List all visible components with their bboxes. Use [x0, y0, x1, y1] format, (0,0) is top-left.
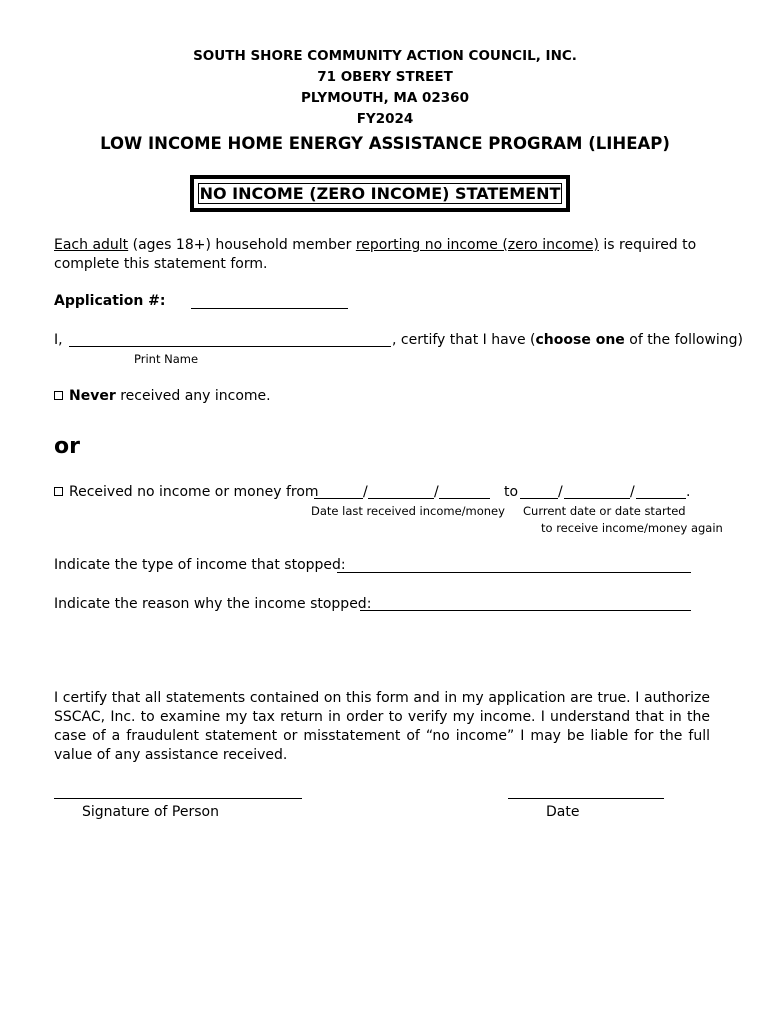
application-label: Application #:: [54, 293, 166, 309]
reason-stopped-field[interactable]: [360, 610, 691, 611]
print-name-caption: Print Name: [134, 352, 199, 366]
current-date-year-field[interactable]: [636, 498, 686, 499]
current-date-day-field[interactable]: [564, 498, 630, 499]
certify-suffix: of the following): [624, 332, 744, 348]
last-date-caption: Date last received income/money: [311, 504, 505, 518]
slash-1: /: [363, 484, 368, 500]
received-checkbox[interactable]: [54, 487, 63, 496]
certify-prefix: I,: [54, 332, 63, 348]
intro-reporting: reporting no income (zero income): [355, 237, 599, 253]
option-never: [54, 388, 271, 404]
never-bold: Never: [69, 388, 116, 404]
to-label: to: [504, 484, 519, 500]
program-title: LOW INCOME HOME ENERGY ASSISTANCE PROGRAM (LIHEAP): [100, 134, 670, 153]
last-date-year-field[interactable]: [439, 498, 490, 499]
certify-text: [392, 332, 743, 348]
intro-text-b: is required to: [598, 237, 697, 253]
current-date-caption-1: Current date or date started: [523, 504, 686, 518]
current-date-month-field[interactable]: [520, 498, 558, 499]
last-date-day-field[interactable]: [368, 498, 434, 499]
certify-middle: , certify that I have (: [392, 332, 536, 348]
reason-stopped-label: Indicate the reason why the income stopped:: [54, 596, 372, 612]
certification-paragraph: I certify that all statements contained on this form and in my application are true. I authorize SSCAC, Inc. to examine my tax return in order to verify my income. I understand that in the case of a fraudulent statement or misstatement of “no income” I may be liable for the full value of any assistance received.: [54, 690, 710, 763]
or-separator: or: [54, 434, 80, 459]
intro-line-2: complete this statement form.: [54, 256, 268, 272]
signature-label: Signature of Person: [82, 804, 219, 820]
type-stopped-field[interactable]: [337, 572, 691, 573]
date-label: Date: [546, 804, 580, 820]
certify-choose-one: choose one: [535, 332, 625, 348]
current-date-caption-2: to receive income/money again: [541, 521, 723, 535]
date-field[interactable]: [508, 798, 664, 799]
print-name-field[interactable]: [69, 346, 391, 347]
intro-text-a: (ages 18+) household member: [128, 237, 356, 253]
statement-title-box: [190, 175, 570, 212]
application-number-field[interactable]: [191, 308, 348, 309]
signature-field[interactable]: [54, 798, 302, 799]
type-stopped-label: Indicate the type of income that stopped:: [54, 557, 346, 573]
intro-each-adult: Each adult: [54, 237, 129, 253]
never-checkbox[interactable]: [54, 391, 63, 400]
org-street: 71 OBERY STREET: [317, 69, 453, 85]
slash-3: /: [558, 484, 563, 500]
last-date-month-field[interactable]: [314, 498, 363, 499]
never-rest: received any income.: [115, 388, 271, 404]
slash-2: /: [434, 484, 439, 500]
org-name: SOUTH SHORE COMMUNITY ACTION COUNCIL, INC.: [193, 48, 577, 64]
received-text: Received no income or money from: [69, 484, 319, 500]
option-received: [54, 484, 319, 500]
org-city: PLYMOUTH, MA 02360: [301, 90, 469, 106]
period: .: [686, 484, 691, 500]
statement-title: NO INCOME (ZERO INCOME) STATEMENT: [199, 184, 561, 203]
slash-4: /: [630, 484, 635, 500]
intro-line-1: [54, 237, 696, 253]
fiscal-year: FY2024: [356, 111, 414, 127]
